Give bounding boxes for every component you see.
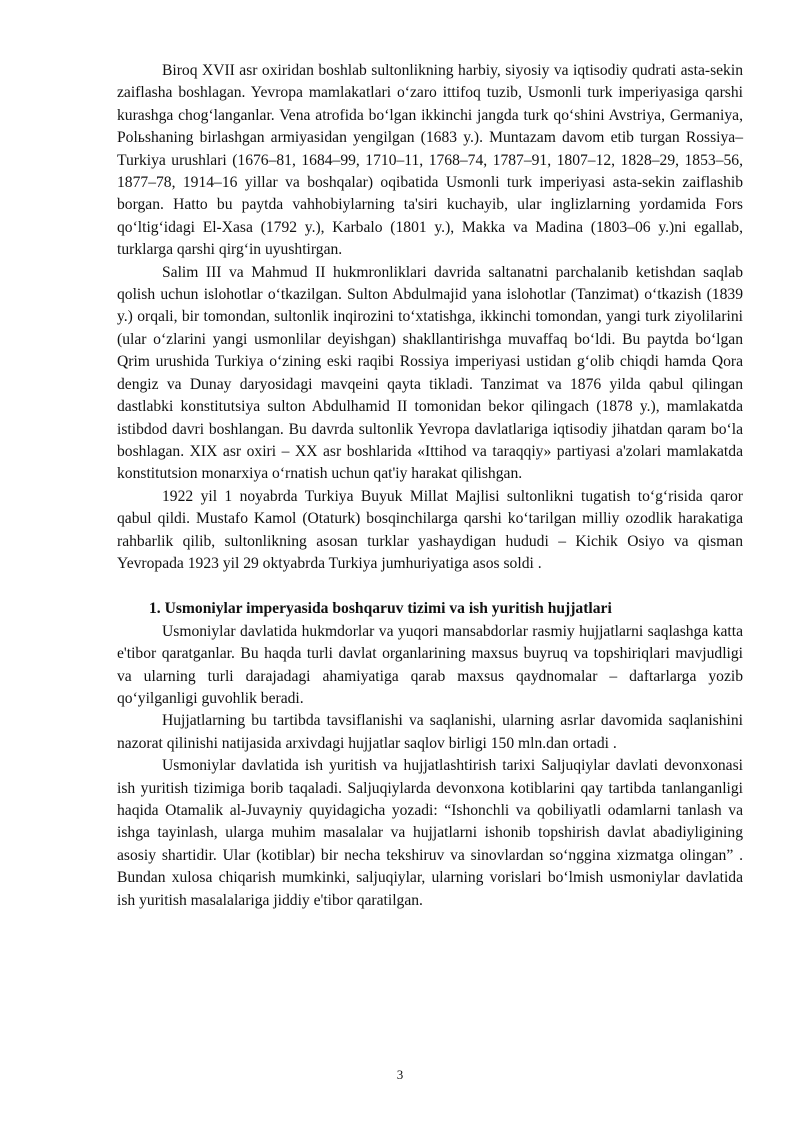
section-heading: 1. Usmoniylar imperyasida boshqaruv tizimi va ish yuritish hujjatlari [149, 600, 612, 618]
paragraph-decline: Biroq XVII asr oxiridan boshlab sultonlikning harbiy, siyosiy va iqtisodiy qudrati asta-sekin zaiflasha boshlagan. Yevropa mamlakatlari o‘zaro ittifoq tuzib, Usmonli turk imperiyasiga qarshi kurashga chog‘langanlar. Vena atrofida bo‘lgan ikkinchi jangda turk qo‘shini Avstriya, Germaniya, Polьshaning birlashgan armiyasidan yengilgan (1683 y.). Muntazam davom etib turgan Rossiya–Turkiya urushlari (1676–81, 1684–99, 1710–11, 1768–74, 1787–91, 1807–12, 1828–29, 1853–56, 1877–78, 1914–16 yillar va boshqalar) oqibatida Usmonli turk imperiyasi asta-sekin zaiflashib borgan. Hatto bu paytda vahhobiylarning ta'siri kuchayib, ular inglizlarning yordamida Fors qo‘ltig‘idagi El-Xasa (1792 y.), Karbalo (1801 y.), Makka va Madina (1803–06 y.)ni egallab, turklarga qarshi qirg‘in uyushtirgan. [117, 62, 743, 259]
paragraph-archive-storage: Hujjatlarning bu tartibda tavsiflanishi va saqlanishi, ularning asrlar davomida saqlanishini nazorat qilinishi natijasida arxivdagi hujjatlar saqlov birligi 150 mln.dan ortadi . [117, 712, 743, 752]
page-number: 3 [396, 1067, 404, 1082]
paragraph-reforms: Salim III va Mahmud II hukmronliklari davrida saltanatni parchalanib ketishdan saqlab qolish uchun islohotlar o‘tkazilgan. Sulton Abdulmajid yana islohotlar (Tanzimat) o‘tkazish (1839 y.) orqali, bir tomondan, sultonlik inqirozini to‘xtatishga, ikkinchi tomondan, yangi turk ziyolilarini (ular o‘zlarini yangi usmonlilar deyishgan) shakllantirishga muvaffaq bo‘ldi. Bu paytda bo‘lgan Qrim urushida Turkiya o‘zining eski raqibi Rossiya imperiyasi ustidan g‘olib chiqdi hamda Qora dengiz va Dunay daryosidagi mavqeini qayta tikladi. Tanzimat va 1876 yilda qabul qilingan dastlabki konstitutsiya sulton Abdulhamid II tomonidan bekor qilingach (1878 y.), mamlakatda istibdod davri boshlangan. Bu davrda sultonlik Yevropa davlatlariga iqtisodiy jihatdan qaram bo‘la boshlagan. XIX asr oxiri – XX asr boshlarida «Ittihod va taraqqiy» partiyasi a'zolari mamlakatda konstitutsion monarxiya o‘rnatish uchun qat'iy harakat qilishgan. [117, 263, 743, 483]
page-body [117, 60, 743, 912]
paragraph-official-documents: Usmoniylar davlatida hukmdorlar va yuqori mansabdorlar rasmiy hujjatlarni saqlashga katta e'tibor qaratganlar. Bu haqda turli davlat organlarining maxsus buyruq va topshiriqlari mavjudligi va ularning turli darajadagi ahamiyatiga qarab maxsus qaydnomalar – daftarlarga yozib qo‘yilganligi guvohlik beradi. [117, 622, 743, 707]
paragraph-republic: 1922 yil 1 noyabrda Turkiya Buyuk Millat Majlisi sultonlikni tugatish to‘g‘risida qaror qabul qildi. Mustafo Kamol (Otaturk) bosqinchilarga qarshi ko‘tarilgan milliy ozodlik harakatiga rahbarlik qilib, sultonlikning asosan turklar yashaydigan hududi – Kichik Osiyo va qisman Yevropada 1923 yil 29 oktyabrda Turkiya jumhuriyatiga asos soldi . [117, 487, 743, 572]
paragraph-seljuk-history: Usmoniylar davlatida ish yuritish va hujjatlashtirish tarixi Saljuqiylar davlati devonxonasi ish yuritish tizimiga borib taqaladi. Saljuqiylarda devonxona kotiblarini qay tartibda tanlanganligi haqida Otamalik al-Juvayniy quyidagicha yozadi: “Ishonchli va qobiliyatli odamlarni tanlash va ishga tayinlash, ularga muhim masalalar va hujjatlarni ishonib topshirish davlat abadiyligining asosiy shartidir. Ular (kotiblar) bir necha tekshiruv va sinovlardan so‘nggina xizmatga olingan” . Bundan xulosa chiqarish mumkinki, saljuqiylar, ularning vorislari bo‘lmish usmoniylar davlatida ish yuritish masalalariga jiddiy e'tibor qaratilgan. [117, 757, 743, 909]
